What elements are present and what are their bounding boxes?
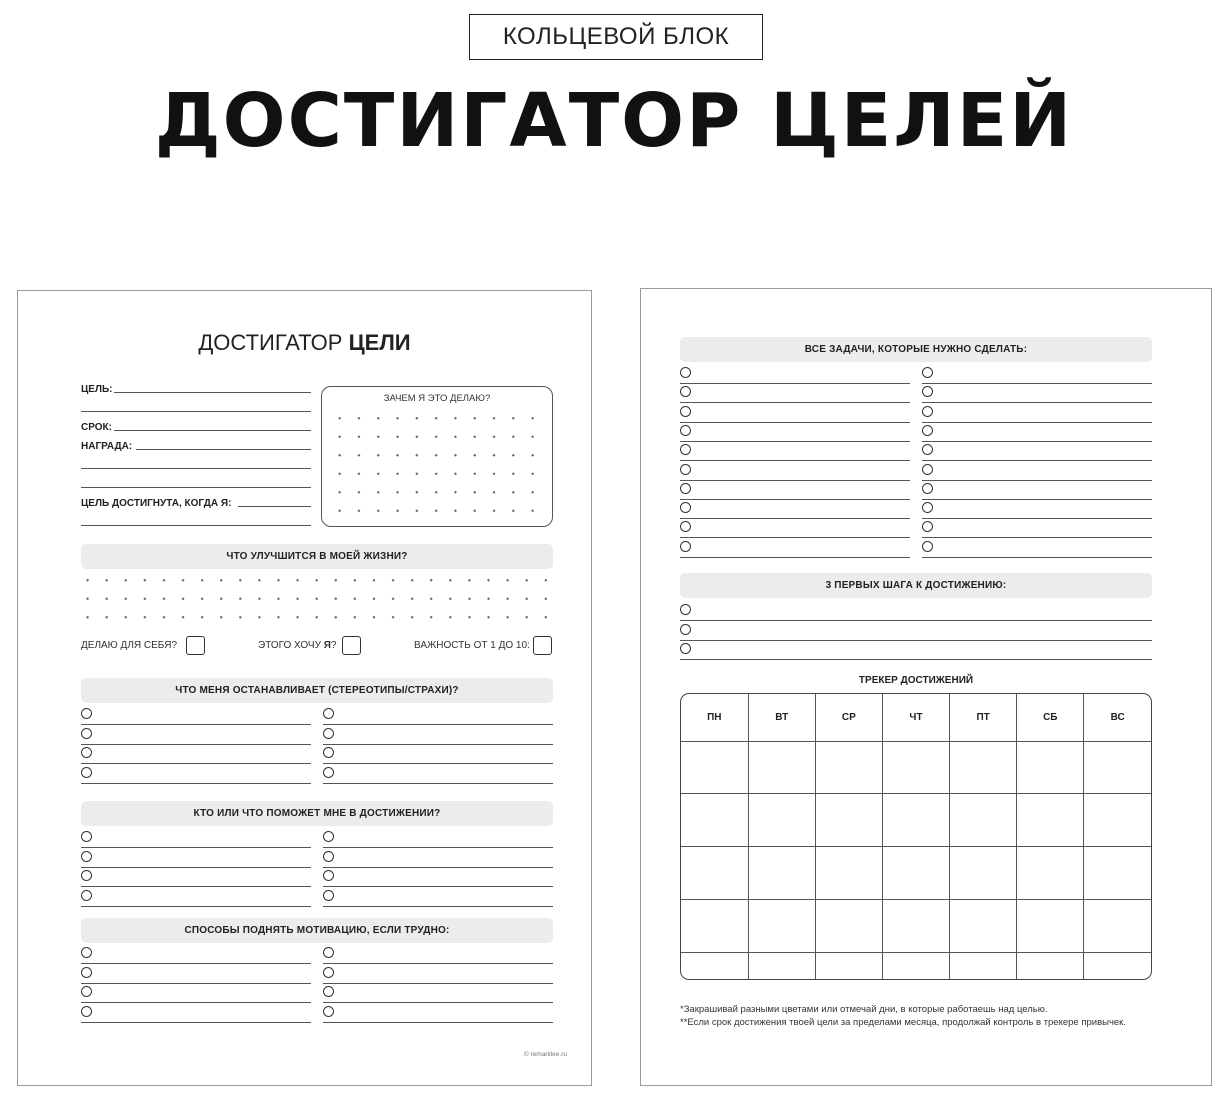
tracker-cell[interactable] bbox=[681, 953, 748, 980]
page-title bbox=[18, 330, 591, 356]
circle-checkbox-icon[interactable] bbox=[323, 851, 334, 862]
list-item[interactable] bbox=[680, 364, 910, 384]
list-item[interactable] bbox=[680, 480, 910, 500]
list-item[interactable] bbox=[922, 461, 1152, 481]
tracker-week-row bbox=[681, 953, 1151, 980]
tracker-cell[interactable] bbox=[815, 900, 882, 953]
tracker-cell[interactable] bbox=[1084, 953, 1151, 980]
circle-checkbox-icon[interactable] bbox=[81, 1006, 92, 1017]
list-item[interactable] bbox=[680, 518, 910, 538]
tracker-cell[interactable] bbox=[748, 741, 815, 794]
circle-checkbox-icon[interactable] bbox=[680, 425, 691, 436]
circle-checkbox-icon[interactable] bbox=[680, 624, 691, 635]
tracker-cell[interactable] bbox=[681, 794, 748, 847]
tracker-cell[interactable] bbox=[950, 741, 1017, 794]
list-item[interactable] bbox=[81, 867, 311, 887]
list-item[interactable] bbox=[323, 705, 553, 725]
circle-checkbox-icon[interactable] bbox=[922, 425, 933, 436]
item-line bbox=[323, 906, 553, 907]
want-checkbox[interactable] bbox=[342, 636, 361, 655]
list-item[interactable] bbox=[323, 828, 553, 848]
list-item[interactable] bbox=[680, 403, 910, 423]
circle-checkbox-icon[interactable] bbox=[922, 386, 933, 397]
circle-checkbox-icon[interactable] bbox=[680, 386, 691, 397]
day-header: ЧТ bbox=[882, 694, 949, 741]
goal-label: ЦЕЛЬ: bbox=[81, 384, 113, 395]
day-header: СБ bbox=[1017, 694, 1084, 741]
tracker-cell[interactable] bbox=[950, 900, 1017, 953]
tracker-cell[interactable] bbox=[1017, 900, 1084, 953]
list-item[interactable] bbox=[323, 744, 553, 764]
list-item[interactable] bbox=[323, 867, 553, 887]
circle-checkbox-icon[interactable] bbox=[922, 367, 933, 378]
circle-checkbox-icon[interactable] bbox=[323, 1006, 334, 1017]
circle-checkbox-icon[interactable] bbox=[323, 767, 334, 778]
circle-checkbox-icon[interactable] bbox=[81, 728, 92, 739]
tracker-cell[interactable] bbox=[815, 953, 882, 980]
tracker-header-row bbox=[681, 694, 1151, 741]
item-line bbox=[323, 783, 553, 784]
goal-planner-page bbox=[17, 290, 592, 1086]
tracker-cell[interactable] bbox=[748, 847, 815, 900]
want-question-post: ? bbox=[330, 640, 337, 651]
why-dot-grid bbox=[330, 409, 542, 521]
circle-checkbox-icon[interactable] bbox=[81, 831, 92, 842]
list-item[interactable] bbox=[922, 364, 1152, 384]
why-box[interactable] bbox=[321, 386, 553, 527]
circle-checkbox-icon[interactable] bbox=[680, 406, 691, 417]
day-header: СР bbox=[815, 694, 882, 741]
list-item[interactable] bbox=[680, 499, 910, 519]
list-item[interactable] bbox=[922, 538, 1152, 558]
list-item[interactable] bbox=[922, 383, 1152, 403]
want-question-bold: Я bbox=[323, 640, 331, 651]
circle-checkbox-icon[interactable] bbox=[680, 502, 691, 513]
circle-checkbox-icon[interactable] bbox=[680, 483, 691, 494]
day-header: ВС bbox=[1084, 694, 1151, 741]
why-box-title: ЗАЧЕМ Я ЭТО ДЕЛАЮ? bbox=[383, 393, 491, 404]
list-item[interactable] bbox=[680, 538, 910, 558]
tracker-week-row bbox=[681, 794, 1151, 847]
tracker-cell[interactable] bbox=[1017, 794, 1084, 847]
tracker-cell[interactable] bbox=[950, 953, 1017, 980]
circle-checkbox-icon[interactable] bbox=[680, 541, 691, 552]
circle-checkbox-icon[interactable] bbox=[922, 521, 933, 532]
improve-section-header: ЧТО УЛУЧШИТСЯ В МОЕЙ ЖИЗНИ? bbox=[81, 544, 553, 569]
circle-checkbox-icon[interactable] bbox=[680, 643, 691, 654]
tracker-cell[interactable] bbox=[815, 741, 882, 794]
reward-label: НАГРАДА: bbox=[81, 441, 133, 452]
tracker-cell[interactable] bbox=[748, 900, 815, 953]
list-item[interactable] bbox=[922, 403, 1152, 423]
tracker-cell[interactable] bbox=[815, 847, 882, 900]
list-item[interactable] bbox=[81, 705, 311, 725]
circle-checkbox-icon[interactable] bbox=[323, 870, 334, 881]
list-item[interactable] bbox=[922, 499, 1152, 519]
circle-checkbox-icon[interactable] bbox=[81, 708, 92, 719]
improve-dot-grid[interactable] bbox=[78, 571, 556, 627]
tracker-cell[interactable] bbox=[681, 741, 748, 794]
reward-field-line-2[interactable] bbox=[81, 468, 311, 469]
tracker-cell[interactable] bbox=[882, 847, 949, 900]
circle-checkbox-icon[interactable] bbox=[323, 747, 334, 758]
tracker-cell[interactable] bbox=[681, 847, 748, 900]
circle-checkbox-icon[interactable] bbox=[323, 947, 334, 958]
tracker-table bbox=[681, 694, 1151, 979]
tracker-cell[interactable] bbox=[1084, 847, 1151, 900]
list-item[interactable] bbox=[323, 848, 553, 868]
tracker-cell[interactable] bbox=[1084, 900, 1151, 953]
item-line bbox=[323, 1022, 553, 1023]
circle-checkbox-icon[interactable] bbox=[680, 444, 691, 455]
helps-section-header: КТО ИЛИ ЧТО ПОМОЖЕТ МНЕ В ДОСТИЖЕНИИ? bbox=[81, 801, 553, 826]
list-item[interactable] bbox=[81, 744, 311, 764]
circle-checkbox-icon[interactable] bbox=[81, 890, 92, 901]
list-item[interactable] bbox=[323, 964, 553, 984]
achieved-field-line[interactable] bbox=[238, 506, 311, 507]
list-item[interactable] bbox=[81, 887, 311, 907]
circle-checkbox-icon[interactable] bbox=[323, 967, 334, 978]
deadline-field-line[interactable] bbox=[114, 430, 311, 431]
day-header: ПТ bbox=[950, 694, 1017, 741]
tracker-cell[interactable] bbox=[1017, 847, 1084, 900]
importance-question: ВАЖНОСТЬ ОТ 1 ДО 10: bbox=[414, 640, 530, 651]
for-myself-question: ДЕЛАЮ ДЛЯ СЕБЯ? bbox=[81, 640, 178, 651]
circle-checkbox-icon[interactable] bbox=[922, 464, 933, 475]
list-item[interactable] bbox=[922, 441, 1152, 461]
item-line bbox=[81, 906, 311, 907]
list-item[interactable] bbox=[81, 944, 311, 964]
day-header: ПН bbox=[681, 694, 748, 741]
main-title: ДОСТИГАТОР ЦЕЛЕЙ bbox=[154, 78, 1074, 164]
list-item[interactable] bbox=[323, 887, 553, 907]
circle-checkbox-icon[interactable] bbox=[680, 521, 691, 532]
circle-checkbox-icon[interactable] bbox=[81, 851, 92, 862]
footnotes bbox=[680, 1003, 1150, 1029]
tracker-cell[interactable] bbox=[748, 794, 815, 847]
list-item[interactable] bbox=[680, 640, 1152, 660]
list-item[interactable] bbox=[922, 422, 1152, 442]
list-item[interactable] bbox=[323, 1003, 553, 1023]
list-item[interactable] bbox=[323, 764, 553, 784]
list-item[interactable] bbox=[81, 725, 311, 745]
circle-checkbox-icon[interactable] bbox=[81, 747, 92, 758]
list-item[interactable] bbox=[81, 764, 311, 784]
list-item[interactable] bbox=[323, 944, 553, 964]
tasks-tracker-page bbox=[640, 288, 1212, 1086]
copyright: © remarklee.ru bbox=[523, 1051, 567, 1058]
circle-checkbox-icon[interactable] bbox=[922, 444, 933, 455]
achievement-tracker bbox=[680, 693, 1152, 980]
tracker-week-row bbox=[681, 741, 1151, 794]
tracker-cell[interactable] bbox=[950, 794, 1017, 847]
list-item[interactable] bbox=[680, 441, 910, 461]
goal-field-line-2[interactable] bbox=[81, 411, 311, 412]
want-question-pre: ЭТОГО ХОЧУ bbox=[258, 640, 324, 651]
achieved-field-line-2[interactable] bbox=[81, 525, 311, 526]
circle-checkbox-icon[interactable] bbox=[323, 890, 334, 901]
list-item[interactable] bbox=[680, 621, 1152, 641]
tracker-cell[interactable] bbox=[1017, 953, 1084, 980]
circle-checkbox-icon[interactable] bbox=[680, 464, 691, 475]
tracker-cell[interactable] bbox=[1084, 741, 1151, 794]
list-item[interactable] bbox=[81, 848, 311, 868]
tracker-cell[interactable] bbox=[882, 741, 949, 794]
circle-checkbox-icon[interactable] bbox=[81, 947, 92, 958]
list-item[interactable] bbox=[323, 983, 553, 1003]
reward-field-line[interactable] bbox=[136, 449, 311, 450]
tasks-section-header: ВСЕ ЗАДАЧИ, КОТОРЫЕ НУЖНО СДЕЛАТЬ: bbox=[680, 337, 1152, 362]
item-line bbox=[680, 659, 1152, 660]
want-question bbox=[258, 640, 336, 651]
circle-checkbox-icon[interactable] bbox=[81, 767, 92, 778]
list-item[interactable] bbox=[81, 964, 311, 984]
circle-checkbox-icon[interactable] bbox=[81, 967, 92, 978]
goal-field-line[interactable] bbox=[114, 392, 311, 393]
tracker-cell[interactable] bbox=[882, 900, 949, 953]
for-myself-checkbox[interactable] bbox=[186, 636, 205, 655]
circle-checkbox-icon[interactable] bbox=[81, 986, 92, 997]
tracker-cell[interactable] bbox=[950, 847, 1017, 900]
circle-checkbox-icon[interactable] bbox=[323, 728, 334, 739]
circle-checkbox-icon[interactable] bbox=[922, 541, 933, 552]
tracker-title: ТРЕКЕР ДОСТИЖЕНИЙ bbox=[858, 675, 974, 686]
circle-checkbox-icon[interactable] bbox=[680, 367, 691, 378]
tracker-cell[interactable] bbox=[1084, 794, 1151, 847]
tracker-cell[interactable] bbox=[815, 794, 882, 847]
tracker-cell[interactable] bbox=[1017, 741, 1084, 794]
reward-field-line-3[interactable] bbox=[81, 487, 311, 488]
stops-section-header: ЧТО МЕНЯ ОСТАНАВЛИВАЕТ (СТЕРЕОТИПЫ/СТРАХИ)? bbox=[81, 678, 553, 703]
item-line bbox=[81, 1022, 311, 1023]
circle-checkbox-icon[interactable] bbox=[323, 708, 334, 719]
list-item[interactable] bbox=[81, 1003, 311, 1023]
list-item[interactable] bbox=[323, 725, 553, 745]
list-item[interactable] bbox=[922, 518, 1152, 538]
circle-checkbox-icon[interactable] bbox=[323, 986, 334, 997]
item-line bbox=[81, 783, 311, 784]
day-header: ВТ bbox=[748, 694, 815, 741]
deadline-label: СРОК: bbox=[81, 422, 112, 433]
circle-checkbox-icon[interactable] bbox=[922, 502, 933, 513]
importance-box[interactable] bbox=[533, 636, 552, 655]
circle-checkbox-icon[interactable] bbox=[81, 870, 92, 881]
item-line bbox=[922, 557, 1152, 558]
footnote-1: *Закрашивай разными цветами или отмечай дни, в которые работаешь над целью. bbox=[680, 1004, 1048, 1015]
tracker-week-row bbox=[681, 900, 1151, 953]
tracker-week-row bbox=[681, 847, 1151, 900]
circle-checkbox-icon[interactable] bbox=[922, 406, 933, 417]
list-item[interactable] bbox=[81, 983, 311, 1003]
tracker-cell[interactable] bbox=[748, 953, 815, 980]
circle-checkbox-icon[interactable] bbox=[323, 831, 334, 842]
list-item[interactable] bbox=[922, 480, 1152, 500]
circle-checkbox-icon[interactable] bbox=[680, 604, 691, 615]
item-line bbox=[680, 557, 910, 558]
list-item[interactable] bbox=[680, 422, 910, 442]
circle-checkbox-icon[interactable] bbox=[922, 483, 933, 494]
tracker-cell[interactable] bbox=[882, 794, 949, 847]
first-steps-section-header: 3 ПЕРВЫХ ШАГА К ДОСТИЖЕНИЮ: bbox=[680, 573, 1152, 598]
ring-binder-badge: КОЛЬЦЕВОЙ БЛОК bbox=[469, 14, 763, 60]
list-item[interactable] bbox=[81, 828, 311, 848]
list-item[interactable] bbox=[680, 461, 910, 481]
motivation-section-header: СПОСОБЫ ПОДНЯТЬ МОТИВАЦИЮ, ЕСЛИ ТРУДНО: bbox=[81, 918, 553, 943]
footnote-2: **Если срок достижения твоей цели за пределами месяца, продолжай контроль в трекере привычек. bbox=[680, 1017, 1126, 1028]
page-title-light: ДОСТИГАТОР bbox=[198, 330, 349, 355]
achieved-when-label: ЦЕЛЬ ДОСТИГНУТА, КОГДА Я: bbox=[81, 498, 232, 509]
list-item[interactable] bbox=[680, 383, 910, 403]
page-title-bold: ЦЕЛИ bbox=[348, 330, 411, 355]
tracker-cell[interactable] bbox=[882, 953, 949, 980]
list-item[interactable] bbox=[680, 601, 1152, 621]
tracker-cell[interactable] bbox=[681, 900, 748, 953]
